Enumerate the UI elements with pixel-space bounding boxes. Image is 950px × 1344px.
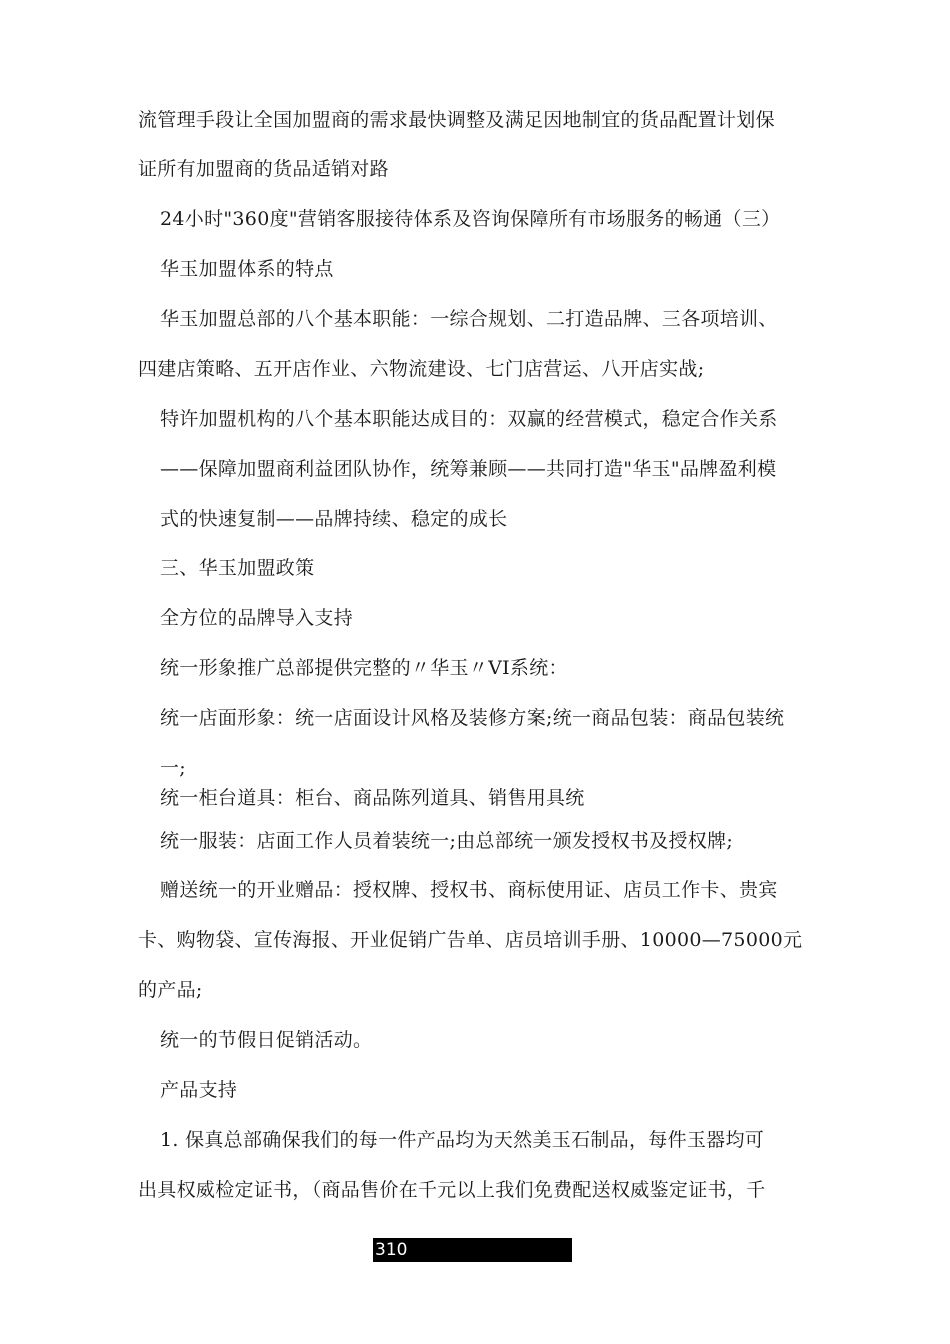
text-line-23: 出具权威检定证书，（商品售价在千元以上我们免费配送权威鉴定证书，千 [138,1179,766,1201]
text-line-9: 式的快速复制——品牌持续、稳定的成长 [160,508,508,530]
text-line-3: 24小时"360度"营销客服接待体系及咨询保障所有市场服务的畅通（三） [160,208,781,230]
text-line-1: 流管理手段让全国加盟商的需求最快调整及满足因地制宜的货品配置计划保 [138,109,775,131]
text-line-19: 的产品; [138,979,203,1001]
text-line-18: 卡、购物袋、宣传海报、开业促销广告单、店员培训手册、10000—75000元 [138,929,803,951]
text-line-7: 特许加盟机构的八个基本职能达成目的：双赢的经营模式，稳定合作关系 [160,408,778,430]
text-line-8: ——保障加盟商利益团队协作，统筹兼顾——共同打造"华玉"品牌盈利模 [160,458,777,480]
text-line-17: 赠送统一的开业赠品：授权牌、授权书、商标使用证、店员工作卡、贵宾 [160,879,778,901]
text-line-5: 华玉加盟总部的八个基本职能：一综合规划、二打造品牌、三各项培训、 [160,308,778,330]
section-heading: 三、华玉加盟政策 [160,557,315,579]
text-line-2: 证所有加盟商的货品适销对路 [138,158,389,180]
text-line-16: 统一服装：店面工作人员着装统一;由总部统一颁发授权书及授权牌; [160,830,734,852]
text-line-6: 四建店策略、五开店作业、六物流建设、七门店营运、八开店实战; [138,358,705,380]
text-line-21: 产品支持 [160,1079,238,1101]
text-line-12: 统一形象推广总部提供完整的〃华玉〃VI系统： [160,657,568,679]
text-line-4: 华玉加盟体系的特点 [160,258,334,280]
text-line-14: 一; [160,757,187,779]
page-number: 310 [373,1238,572,1262]
text-line-20: 统一的节假日促销活动。 [160,1029,373,1051]
text-line-11: 全方位的品牌导入支持 [160,607,354,629]
text-line-15: 统一柜台道具：柜台、商品陈列道具、销售用具统 [160,787,585,809]
text-line-22: 1. 保真总部确保我们的每一件产品均为天然美玉石制品，每件玉器均可 [160,1129,765,1151]
text-line-13: 统一店面形象：统一店面设计风格及装修方案;统一商品包装：商品包装统 [160,707,785,729]
